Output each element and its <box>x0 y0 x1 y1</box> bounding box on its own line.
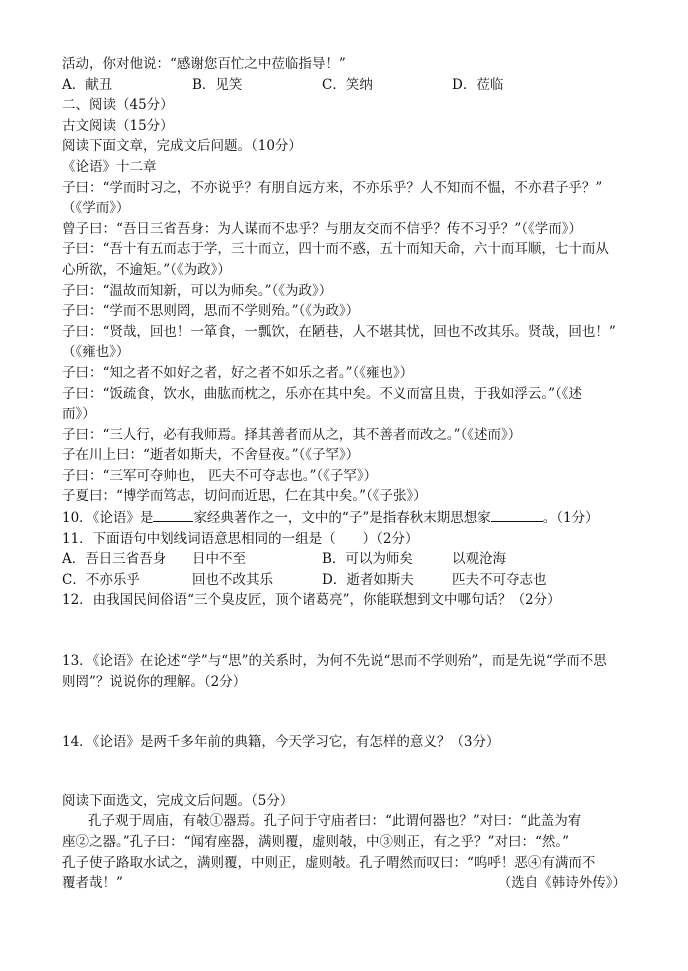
answer-space[interactable] <box>62 611 642 651</box>
option-d: D．莅临 <box>452 76 504 93</box>
quote-line: 而》） <box>62 406 96 423</box>
subsection-heading: 古文阅读（15分） <box>62 117 174 134</box>
quote-line: 子曰：“贤哉，回也！一箪食，一瓢饮，在陋巷，人不堪其忧，回也不改其乐。贤哉，回也！” <box>62 323 616 340</box>
answer-blank[interactable] <box>153 507 193 522</box>
option-c: C．笑纳 <box>322 76 373 93</box>
quote-line: 子曰：“学而不思则罔，思而不学则殆。”（《为政》） <box>62 303 360 320</box>
quote-line: 子曰：“三人行，必有我师焉。择其善者而从之，其不善者而改之。”（《述而》） <box>62 426 522 443</box>
quote-line: （《学而》） <box>62 200 130 217</box>
quote-line: 曾子曰：“吾日三省吾身：为人谋而不忠乎？与朋友交而不信乎？传不习乎？”（《学而》） <box>62 220 583 237</box>
quote-line: 子曰：“三军可夺帅也， 匹夫不可夺志也。”（《子罕》） <box>62 467 378 484</box>
passage-line: 孔子使子路取水试之，满则覆，中则正，虚则攲。孔子喟然而叹曰：“呜呼！恶④有满而不 <box>62 854 596 871</box>
quote-line: 心所欲，不逾矩。”（《为政》） <box>62 261 231 278</box>
answer-space[interactable] <box>62 692 642 732</box>
passage-source: （选自《韩诗外传》） <box>497 875 626 892</box>
question-10: 10．《论语》是 家经典著作之一，文中的“子”是指春秋末期思想家 。（1分） <box>62 507 642 529</box>
quote-line: 子曰：“吾十有五而志于学，三十而立，四十而不惑，五十而知天命，六十而耳顺，七十而从 <box>62 241 609 258</box>
quote-line: （《雍也》） <box>62 344 130 361</box>
instruction: 阅读下面文章，完成文后问题。（10分） <box>62 138 302 155</box>
top-line: 活动，你对他说：“感谢您百忙之中莅临指导！” <box>62 56 346 72</box>
section-heading: 二、阅读（45分） <box>62 97 174 114</box>
question-13: 13．《论语》在论述“学”与“思”的关系时，为何不先说“思而不学则殆”，而是先说“学而不思 <box>62 653 607 670</box>
quote-line: 子曰：“饭疏食，饮水，曲肱而枕之，乐亦在其中矣。不义而富且贵，于我如浮云。”（《述 <box>62 385 583 402</box>
passage-line: 孔子观于周庙，有攲①器焉。孔子问于守庙者曰：“此谓何器也？”对曰：“此盖为宥 <box>88 813 582 830</box>
instruction: 阅读下面选文，完成文后问题。（5分） <box>62 792 294 809</box>
question-12: 12．由我国民间俗语“三个臭皮匠，顶个诸葛亮”，你能联想到文中哪句话？（2分） <box>62 592 561 609</box>
question-13: 则罔”？说说你的理解。（2分） <box>62 673 247 690</box>
quote-line: 子曰：“知之者不如好之者，好之者不如乐之者。”（《雍也》） <box>62 364 414 381</box>
passage-title: 《论语》十二章 <box>62 158 157 175</box>
answer-space[interactable] <box>62 753 642 791</box>
question-11-options-row: C．不亦乐乎 回也不改其乐 D．逝者如斯夫 匹夫不可夺志也 <box>62 571 547 588</box>
exam-page <box>62 54 642 894</box>
quote-line: 子在川上曰：“逝者如斯夫，不舍昼夜。”（《子罕》） <box>62 447 360 464</box>
quote-line: 子曰：“学而时习之，不亦说乎？有朋自远方来，不亦乐乎？人不知而不愠，不亦君子乎？” <box>62 179 603 196</box>
question-14: 14．《论语》是两千多年前的典籍，今天学习它，有怎样的意义？（3分） <box>62 734 500 751</box>
question-11: 11．下面语句中划线词语意思相同的一组是（ ）（2分） <box>62 530 419 547</box>
quote-line: 子曰：“温故而知新，可以为师矣。”（《为政》） <box>62 282 333 299</box>
option-a: A．献丑 <box>62 76 113 93</box>
prev-question-options <box>62 75 642 96</box>
passage-line: 座②之器。”孔子曰：“闻宥座器，满则覆，虚则攲，中③则正，有之乎？”对曰：“然。” <box>62 834 570 850</box>
question-11-options-row: A．吾日三省吾身 日中不至 B．可以为师矣 以观沧海 <box>62 551 506 568</box>
option-b: B．见笑 <box>192 76 243 93</box>
quote-line: 子夏曰：“博学而笃志，切问而近思，仁在其中矣。”（《子张》） <box>62 488 427 505</box>
answer-blank[interactable] <box>491 507 543 522</box>
passage-line: 覆者哉！” <box>62 875 123 892</box>
